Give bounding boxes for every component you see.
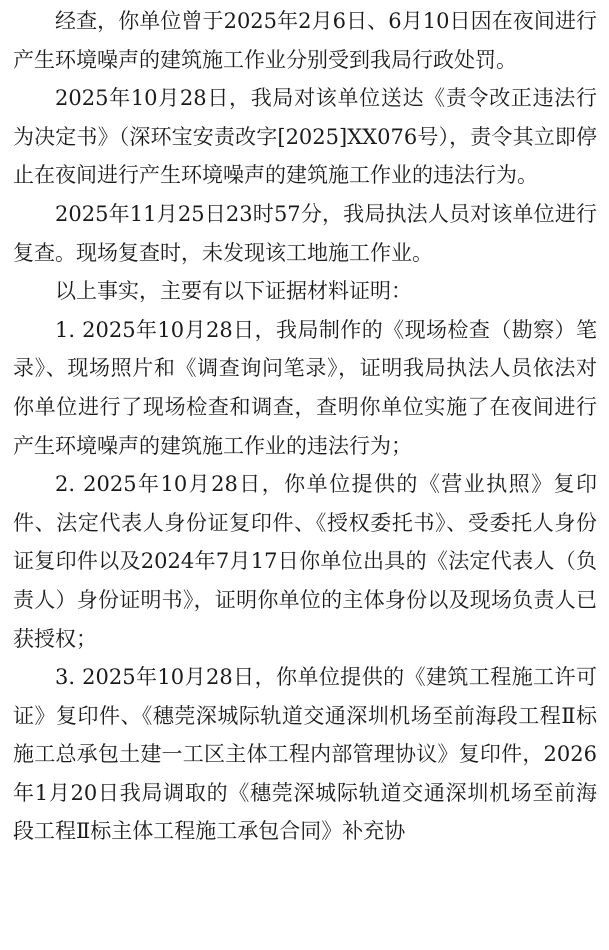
paragraph-evidence-1: 1. 2025年10月28日，我局制作的《现场检查（勘察）笔录》、现场照片和《调查询问笔录》，证明我局执法人员依法对你单位进行了现场检查和调查，查明你单位实施了在夜间进行产生环境噪声的建筑施工作业的违法行为； [13,317,597,458]
paragraph-correction-order: 2025年10月28日，我局对该单位送达《责令改正违法行为决定书》（深环宝安责改字[2025]XX076号），责令其立即停止在夜间进行产生环境噪声的建筑施工作业的违法行为。 [13,86,597,188]
paragraph-evidence-3: 3. 2025年10月28日，你单位提供的《建筑工程施工许可证》复印件、《穗莞深城际轨道交通深圳机场至前海段工程Ⅱ标施工总承包土建一工区主体工程内部管理协议》复印件，2026年1月20日我局调取的《穗莞深城际轨道交通深圳机场至前海段工程Ⅱ标主体工程施工承包合同》补充协 [13,665,597,844]
paragraph-prior-penalties: 经查，你单位曾于2025年2月6日、6月10日因在夜间进行产生环境噪声的建筑施工作业分别受到我局行政处罚。 [13,9,597,72]
paragraph-evidence-intro: 以上事实，主要有以下证据材料证明： [55,279,412,304]
paragraph-reinspection: 2025年11月25日23时57分，我局执法人员对该单位进行复查。现场复查时，未发现该工地施工作业。 [13,201,597,265]
paragraph-evidence-2: 2. 2025年10月28日，你单位提供的《营业执照》复印件、法定代表人身份证复印件、《授权委托书》、受委托人身份证复印件以及2024年7月17日你单位出具的《法定代表人（负责人）身份证明书》，证明你单位的主体身份以及现场负责人已获授权； [13,472,597,651]
